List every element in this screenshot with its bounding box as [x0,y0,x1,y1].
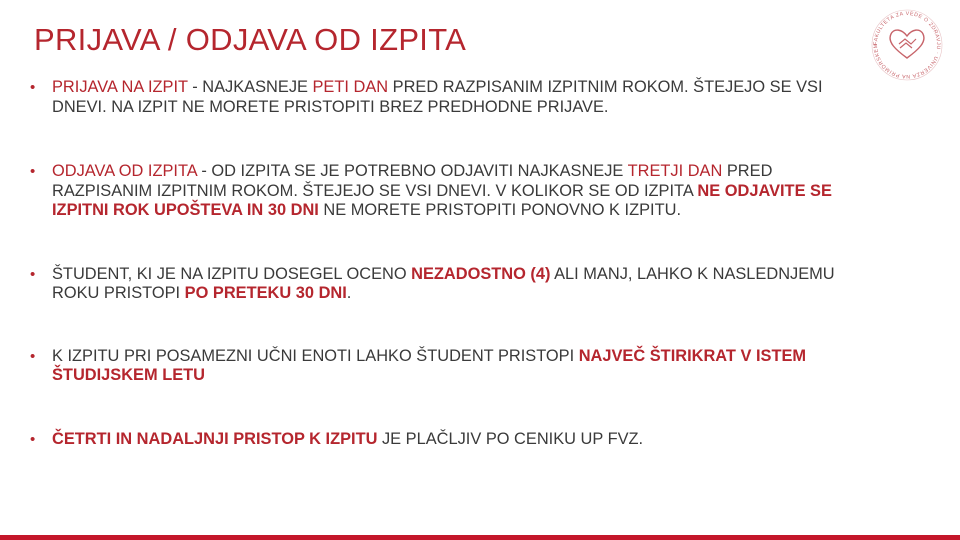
bullet-text-segment: NAJVEČ ŠTIRIKRAT V ISTEM ŠTUDIJSKEM LETU [52,346,807,384]
svg-text:FAKULTETA ZA VEDE O ZDRAVJU · [873,11,941,79]
bullet-dot-icon: • [30,79,36,96]
faculty-logo-icon [866,4,948,86]
bullet-dot-icon: • [30,347,36,365]
bottom-accent-bar [0,535,960,540]
bullet-dot-icon: • [30,265,36,283]
bullet-text-segment: ALI MANJ, LAHKO K NASLEDNJEMU ROKU PRISTOPI [52,264,835,302]
bullet-text-segment: K IZPITU PRI POSAMEZNI UČNI ENOTI LAHKO ŠTUDENT PRISTOPI [52,346,579,365]
bullet-text-segment: JE PLAČLJIV PO CENIKU UP FVZ. [377,429,644,448]
bullet-item [30,162,860,221]
bullet-text-segment: PETI DAN [312,78,389,96]
bullet-text-segment: PO PRETEKU 30 DNI [184,284,347,302]
bullet-text-segment: ŠTUDENT, KI JE NA IZPITU DOSEGEL OCENO [52,264,412,283]
logo-ring-text: FAKULTETA ZA VEDE O ZDRAVJU · UNIVERZA NA PRIMORSKEM [872,10,942,80]
bullet-item [30,265,860,304]
bullet-item [30,430,860,450]
bullet-item [30,347,860,386]
bullet-list [30,78,860,449]
bullet-text-segment: . [346,284,352,302]
bullet-text-segment: NE ODJAVITE SE IZPITNI ROK UPOŠTEVA IN 30 DNI [52,181,832,219]
bullet-text-segment: NE MORETE PRISTOPITI PONOVNO K IZPITU. [318,201,681,219]
bullet-text-segment: ČETRTI IN NADALJNJI PRISTOP K IZPITU [52,429,378,448]
bullet-dot-icon: • [30,430,36,448]
bullet-dot-icon: • [30,163,36,180]
bullet-text-segment: ODJAVA OD IZPITA [52,162,197,180]
bullet-text-segment: PRED RAZPISANIM IZPITNIM ROKOM. ŠTEJEJO SE VSI DNEVI. V KOLIKOR SE OD IZPITA [52,162,773,200]
bullet-text-segment: - NAJKASNEJE [187,78,313,96]
bullet-text-segment: - OD IZPITA SE JE POTREBNO ODJAVITI NAJKASNEJE [196,162,628,180]
bullet-text-segment: PRED RAZPISANIM IZPITNIM ROKOM. ŠTEJEJO SE VSI DNEVI. NA IZPIT NE MORETE PRISTOPITI BREZ PREDHODNE PRIJAVE. [52,78,823,116]
bullet-text-segment: TRETJI DAN [627,162,723,180]
bullet-text-segment: PRIJAVA NA IZPIT [52,78,188,96]
slide-title: PRIJAVA / ODJAVA OD IZPITA [34,22,467,57]
bullet-text-segment: NEZADOSTNO (4) [411,264,551,283]
bullet-item [30,78,860,117]
